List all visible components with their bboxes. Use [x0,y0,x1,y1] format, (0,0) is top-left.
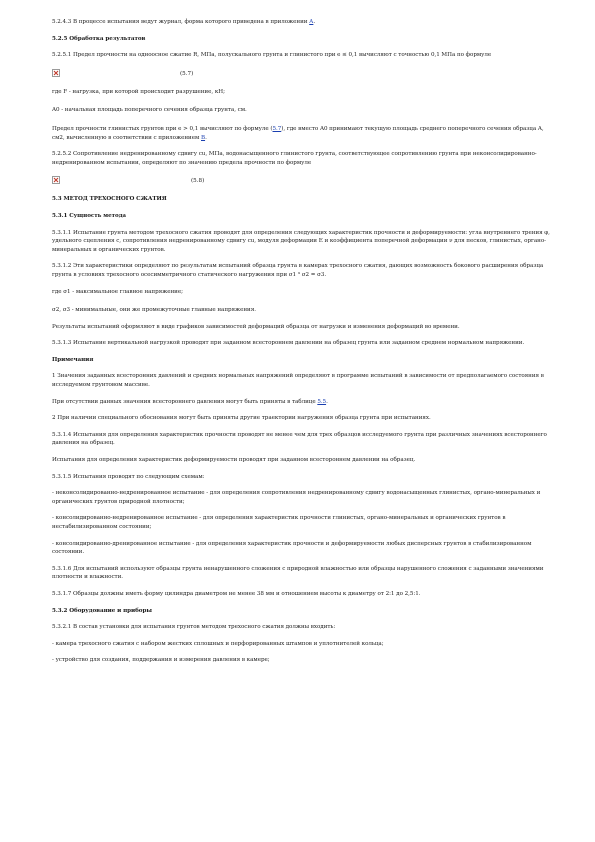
clause-5-3-1-4-b: Испытания для определения характеристик деформируемости проводят при заданном всестороннем давлении на образец. [52,457,416,464]
clause-text: 5.2.4.3 В процессе испытания ведут журнал, форма которого приведена в приложении [52,19,310,25]
note-text: При отсутствии данных значения всестороннего давления могут быть приняты в таблице [52,398,318,405]
clause-text-end: . [313,19,316,25]
clause-5-2-5-2: 5.2.5.2 Сопротивление недренированному сдвигу cu, МПа, водонасыщенного глинистого грунта, соответствующее сопротивлению грунта при неконсолидированно-недренированном испытании, определяют по значению предела прочности по формуле [52,151,537,166]
note-text-end: . [326,398,328,405]
note-2: 2 При наличии специального обоснования могут быть приняты другие траектории нагружения образца грунта при испытаниях. [52,415,431,422]
appendix-v-link[interactable]: В [201,134,206,141]
formula-number: (5.8) [191,178,205,185]
clay-text-1: Предел прочности глинистых грунтов при e > 0,1 вычисляют по формуле ( [52,125,273,132]
clay-strength-paragraph [52,125,552,142]
bullet-cu: - консолидированно-недренированное испытание - для определения характеристик прочности глинистых, органо-минеральных и органических грунтов в нестабилизированном состоянии; [52,515,506,530]
sigma1-definition: где σ1 - максимальное главное напряжение; [52,288,183,295]
results-paragraph: Результаты испытаний оформляют в виде графиков зависимостей деформаций образца от нагрузки и изменения деформаций во времени. [52,323,460,330]
heading-5-2-5: 5.2.5 Обработка результатов [52,35,146,42]
where-f: где F - нагрузка, при которой происходит разрушение, кН; [52,88,225,95]
clause-5-3-1-2: 5.3.1.2 Эти характеристики определяют по результатам испытаний образца грунта в камерах трехосного сжатия, дающих возможность бокового расширения образца грунта в условиях трехосного осесимметричного статического нагружения при σ1 ³ σ2 = σ3. [52,263,544,278]
clay-text-end: . [205,134,207,141]
note-1: 1 Значения заданных всесторонних давлений и средних нормальных напряжений определяют в программе испытаний в зависимости от предполагаемого состояния в исследуемом грунтовом массиве. [52,373,544,389]
clause-5-3-1-7: 5.3.1.7 Образцы должны иметь форму цилиндра диаметром не менее 38 мм и отношением высоты к диаметру от 2:1 до 2,5:1. [52,590,421,597]
formula-5-7-row [52,68,552,80]
clause-5-3-1-4: 5.3.1.4 Испытания для определения характеристик прочности проводят не менее чем для трех образцов исследуемого грунта при различных значениях всестороннего давления на образец. [52,431,547,447]
broken-image-icon [52,176,60,184]
table-5-5-link[interactable]: 5.5 [317,398,327,405]
clause-5-3-2-1: 5.3.2.1 В состав установки для испытания грунтов методом трехосного сжатия должны входить: [52,624,336,631]
clay-text-2: ), где вместо A0 принимают текущую площадь среднего поперечного сечения образца A, см2, вычисленную в соответствии с приложением [52,125,544,141]
formula-5-8-row [52,175,552,187]
note-absence [52,398,552,407]
sigma23-definition: σ2, σ3 - минимальные, они же промежуточные главные напряжения. [52,307,256,314]
bullet-cd: - консолидированно-дренированное испытание - для определения характеристик прочности и деформируемости любых дисперсных грунтов в стабилизированном состоянии. [52,540,532,556]
equipment-item-1: - камера трехосного сжатия с набором жестких сплошных и перфорированных штампов и уплотнителей кольца; [52,640,384,647]
clause-5-2-4-3 [52,18,552,27]
heading-5-3-2: 5.3.2 Оборудование и приборы [52,607,152,614]
clause-5-3-1-1: 5.3.1.1 Испытание грунта методом трехосного сжатия проводят для определения следующих характеристик прочности и деформируемости: угла внутреннего трения φ, удельного сцепления c, сопротивления недренированному сдвигу cu, модуля деформации E и коэффициента поперечной деформации ν для песков, глинистых, органо-минеральных и органических грунтов. [52,229,550,253]
clause-5-3-1-5: 5.3.1.5 Испытания проводят по следующим схемам: [52,473,205,480]
heading-5-3: 5.3 МЕТОД ТРЕХОСНОГО СЖАТИЯ [52,196,167,203]
a0-definition: A0 - начальная площадь поперечного сечения образца грунта, см. [52,107,247,114]
heading-5-3-1: 5.3.1 Сущность метода [52,212,126,219]
equipment-item-2: - устройство для создания, поддержания и измерения давления в камере; [52,657,270,664]
broken-image-icon [52,69,60,77]
document-page [52,18,552,665]
clause-5-2-5-1: 5.2.5.1 Предел прочности на одноосное сжатие R, МПа, полускального грунта и глинистого при e ≤ 0,1 вычисляют с точностью 0,1 МПа по формуле [52,52,492,59]
clause-5-3-1-6: 5.3.1.6 Для испытаний используют образцы грунта ненарушенного сложения с природной влажностью или образцы нарушенного сложения с заданными значениями плотности и влажности. [52,565,544,581]
clause-5-3-1-3: 5.3.1.3 Испытание вертикальной нагрузкой проводят при заданном всестороннем давлении на образец грунта или заданном среднем нормальном напряжении. [52,340,525,347]
bullet-uu: - неконсолидированно-недренированное испытание - для определения сопротивления недренированному сдвигу водонасыщенных глинистых, органо-минеральных и органических грунтов природной плотности; [52,490,541,505]
notes-heading: Примечания [52,356,94,363]
formula-5-7-link[interactable]: 5.7 [272,125,282,132]
formula-number: (5.7) [180,70,194,77]
appendix-a-link[interactable]: А [309,19,314,25]
